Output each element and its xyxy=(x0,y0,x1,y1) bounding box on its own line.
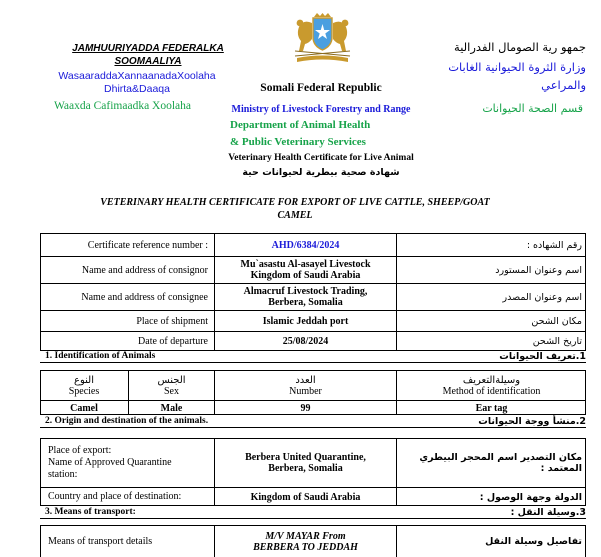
export-place-label: Place of export: Name of Approved Quarantine station: xyxy=(48,445,172,480)
consignor-label-arabic: اسم وعنوان المستورد xyxy=(495,264,582,276)
identification-method-value: Ear tag xyxy=(475,402,508,414)
shipment-place-label-arabic: مكان الشحن xyxy=(531,315,582,327)
species-header: النوع Species xyxy=(68,374,100,397)
departure-date-label-arabic: تاريخ الشحن xyxy=(532,336,582,347)
consignee-label: Name and address of consignee xyxy=(81,291,208,303)
certificate-reference-value: AHD/6384/2024 xyxy=(271,239,340,251)
certificate-type: Veterinary Health Certificate for Live Animal xyxy=(228,153,414,163)
section-3-title: 3. Means of transport: xyxy=(45,507,136,517)
section-3-title-arabic: 3.وسيلة النقل : xyxy=(510,507,586,518)
republic-name: Somali Federal Republic xyxy=(260,82,382,94)
consignor-value: Mu`asastu Al-asayel Livestock Kingdom of Saudi Arabia xyxy=(240,259,371,281)
certificate-type-arabic: شهادة صحية بيطرية لحيوانات حية xyxy=(242,167,400,178)
somali-republic-title: JAMHUURIYADDA FEDERALKA SOOMAALIYA xyxy=(72,43,224,67)
identification-method-header: وسيلةالتعريف Method of identification xyxy=(442,374,541,397)
transport-details-value: M/V MAYAR From BERBERA TO JEDDAH xyxy=(253,530,358,553)
consignee-value: Almacruf Livestock Trading, Berbera, Somalia xyxy=(243,286,368,308)
certificate-reference-label: Certificate reference number : xyxy=(87,239,208,251)
section-3-header xyxy=(40,507,586,519)
department-name-line2: & Public Veterinary Services xyxy=(230,136,366,148)
department-name-line1: Department of Animal Health xyxy=(230,119,371,131)
section-2-title: 2. Origin and destination of the animals. xyxy=(45,416,209,426)
section-2-header xyxy=(40,416,586,428)
sex-value: Male xyxy=(160,402,183,414)
somalia-coat-of-arms-icon xyxy=(285,13,360,63)
export-place-value: Berbera United Quarantine, Berbera, Somalia xyxy=(245,452,366,474)
arabic-republic-title: جمهو رية الصومال الفدرالية xyxy=(454,40,586,54)
arabic-ministry-name: وزارة الثروة الحيوانية الغابات والمراعي xyxy=(448,60,586,92)
section-1-header xyxy=(40,351,586,363)
departure-date-value: 25/08/2024 xyxy=(282,336,329,347)
section-2-title-arabic: 2.منشأ ووجة الحيوانات xyxy=(478,416,586,427)
export-place-label-arabic: مكان التصدير اسم المحجر البيطري المعتمد : xyxy=(419,452,582,474)
shipment-place-value: Islamic Jeddah port xyxy=(262,315,349,327)
somali-department-name: Waaxda Cafimaadka Xoolaha xyxy=(54,100,192,112)
consignee-label-arabic: اسم وعنوان المصدر xyxy=(502,291,582,303)
section-1-title: 1. Identification of Animals xyxy=(45,351,156,361)
destination-label-arabic: الدولة وجهة الوصول : xyxy=(479,491,582,503)
consignor-label: Name and address of consignor xyxy=(81,264,208,276)
destination-value: Kingdom of Saudi Arabia xyxy=(250,491,361,503)
arabic-department-name: قسم الصحة الحيوانات xyxy=(482,102,583,115)
ministry-name: Ministry of Livestock Forestry and Range xyxy=(231,104,411,115)
section-1-title-arabic: 1.تعريف الحيوانات xyxy=(499,351,586,362)
species-value: Camel xyxy=(70,402,98,414)
certificate-reference-label-arabic: رقم الشهاده : xyxy=(526,239,582,251)
number-value: 99 xyxy=(300,402,311,414)
transport-details-label: Means of transport details xyxy=(48,535,153,547)
transport-details-label-arabic: تفاصيل وسيلة النقل xyxy=(485,536,582,547)
departure-date-label: Date of departure xyxy=(138,336,208,347)
sex-header: الجنس Sex xyxy=(157,374,186,397)
somali-ministry-name: WasaaraddaXannaanadaXoolaha Dhirta&Daaqa xyxy=(58,70,216,95)
destination-label: Country and place of destination: xyxy=(48,491,182,502)
shipment-place-label: Place of shipment xyxy=(136,315,208,327)
number-header: العدد Number xyxy=(289,374,322,397)
document-title: VETERINARY HEALTH CERTIFICATE FOR EXPORT OF LIVE CATTLE, SHEEP/GOAT CAMEL xyxy=(100,197,490,221)
